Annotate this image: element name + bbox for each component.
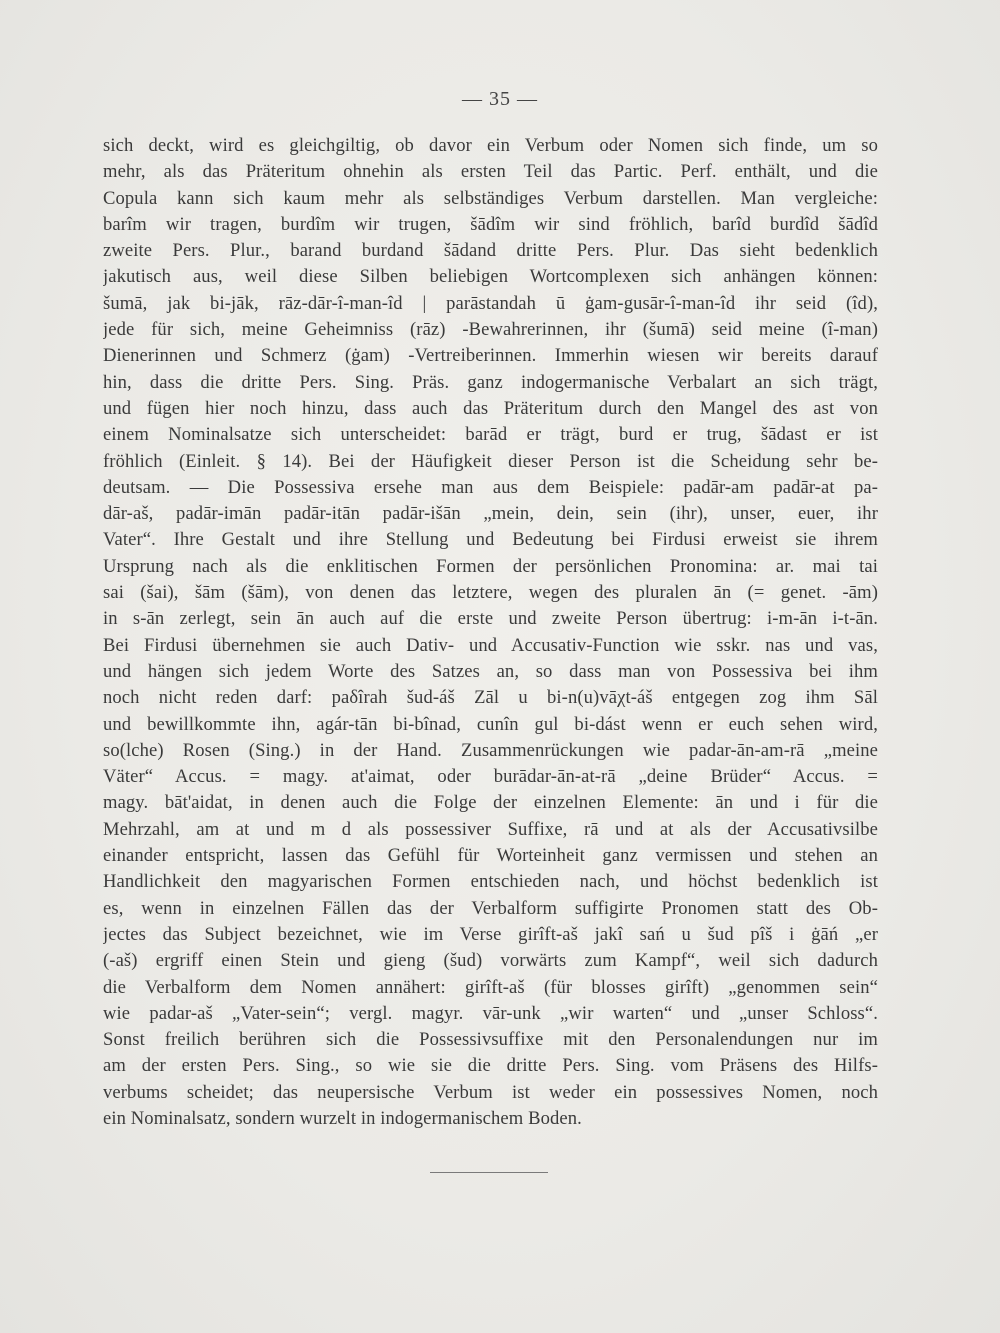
text-line: deutsam. — Die Possessiva ersehe man aus dem Beispiele: padār-am padār-at pa-: [103, 476, 878, 498]
text-line: sich deckt, wird es gleichgiltig, ob davor ein Verbum oder Nomen sich finde, um so: [103, 135, 878, 156]
text-line: magy. bāt'aidat, in denen auch die Folge der einzelnen Elemente: ān und i für die: [103, 792, 878, 814]
body-text: [103, 133, 878, 1132]
text-line: so(lche) Rosen (Sing.) in der Hand. Zusammenrückungen wie padar-ān-am-rā „meine: [103, 739, 878, 761]
text-line: Dienerinnen und Schmerz (ġam) -Vertreiberinnen. Immerhin wiesen wir bereits darauf: [103, 345, 878, 367]
text-line: es, wenn in einzelnen Fällen das der Verbalform suffigirte Pronomen statt des Ob-: [103, 897, 878, 919]
text-line: Mehrzahl, am at und m d als possessiver Suffixe, rā und at als der Accusativsilbe: [103, 818, 878, 840]
text-line: verbums scheidet; das neupersische Verbum ist weder ein possessives Nomen, noch: [103, 1081, 878, 1103]
text-line: jakutisch aus, weil diese Silben beliebigen Wortcomplexen sich anhängen können:: [103, 266, 878, 288]
text-line: dār-aš, padār-imān padār-itān padār-išān „mein, dein, sein (ihr), unser, euer, ihr: [103, 503, 878, 525]
text-line: Copula kann sich kaum mehr als selbständiges Verbum darstellen. Man vergleiche:: [103, 187, 878, 209]
page-number: — 35 —: [462, 88, 538, 110]
text-line: noch nicht reden darf: paδîrah šud-áš Zāl u bi-n(u)vāχt-áš entgegen zog ihm Sāl: [103, 687, 878, 709]
text-line: Väter“ Accus. = magy. at'aimat, oder burādar-ān-at-rā „deine Brüder“ Accus. =: [103, 766, 878, 788]
text-line: Sonst freilich berühren sich die Possessivsuffixe mit den Personalendungen nur im: [103, 1029, 878, 1051]
text-line: und bewillkommte ihn, agár-tān bi-bînad, cunîn gul bi-dást wenn er euch sehen wird,: [103, 713, 878, 735]
text-line: am der ersten Pers. Sing., so wie sie die dritte Pers. Sing. vom Präsens des Hilfs-: [103, 1055, 878, 1077]
text-line: Handlichkeit den magyarischen Formen entschieden nach, und höchst bedenklich ist: [103, 871, 878, 893]
text-line: und hängen sich jedem Worte des Satzes an, so dass man von Possessiva bei ihm: [103, 660, 878, 682]
text-line: barîm wir tragen, burdîm wir trugen, šādîm wir sind fröhlich, barîd burdîd šādîd: [103, 213, 878, 235]
text-line: Ursprung nach als die enklitischen Formen der persönlichen Pronomina: ar. mai tai: [103, 555, 878, 577]
text-line: Vater“. Ihre Gestalt und ihre Stellung und Bedeutung bei Firdusi erweist sie ihrem: [103, 529, 878, 551]
text-line: ein Nominalsatz, sondern wurzelt in indogermanischem Boden.: [103, 1107, 582, 1129]
text-line: jectes das Subject bezeichnet, wie im Verse girîft-aš jakî sań u šud pîš i ġāń „er: [103, 923, 878, 945]
text-line: einem Nominalsatze sich unterscheidet: barād er trägt, burd er trug, šādast er ist: [103, 424, 878, 446]
text-line: (-aš) ergriff einen Stein und gieng (šud) vorwärts zum Kampf“, weil sich dadurch: [103, 950, 878, 972]
text-line: in s-ān zerlegt, sein ān auch auf die erste und zweite Person übertrug: i-m-ān i-t-ān.: [103, 608, 878, 630]
text-line: jede für sich, meine Geheimniss (rāz) -Bewahrerinnen, ihr (šumā) seid meine (î-man): [103, 319, 878, 341]
text-line: sai (šai), šām (šām), von denen das letztere, wegen des pluralen ān (= genet. -ām): [103, 582, 878, 604]
text-line: šumā, jak bi-jāk, rāz-dār-î-man-îd | parāstandah ū ġam-gusār-î-man-îd ihr seid (îd),: [103, 292, 878, 314]
text-line: wie padar-aš „Vater-sein“; vergl. magyr. vār-unk „wir warten“ und „unser Schloss“.: [103, 1002, 878, 1024]
text-line: fröhlich (Einleit. § 14). Bei der Häufigkeit dieser Person ist die Scheidung sehr be-: [103, 450, 878, 472]
text-line: die Verbalform dem Nomen annähert: girîft-aš (für blosses girîft) „genommen sein“: [103, 976, 878, 998]
text-line: einander entspricht, lassen das Gefühl für Worteinheit ganz vermissen und stehen an: [103, 845, 878, 867]
text-line: hin, dass die dritte Pers. Sing. Präs. ganz indogermanische Verbalart an sich trägt,: [103, 371, 878, 393]
end-rule: [430, 1172, 548, 1173]
text-line: Bei Firdusi übernehmen sie auch Dativ- und Accusativ-Function wie sskr. nas und vas,: [103, 634, 878, 656]
text-line: zweite Pers. Plur., barand burdand šādand dritte Pers. Plur. Das sieht bedenklich: [103, 240, 878, 262]
text-line: mehr, als das Präteritum ohnehin als ersten Teil das Partic. Perf. enthält, und die: [103, 161, 878, 183]
text-line: und fügen hier noch hinzu, dass auch das Präteritum durch den Mangel des ast von: [103, 397, 878, 419]
